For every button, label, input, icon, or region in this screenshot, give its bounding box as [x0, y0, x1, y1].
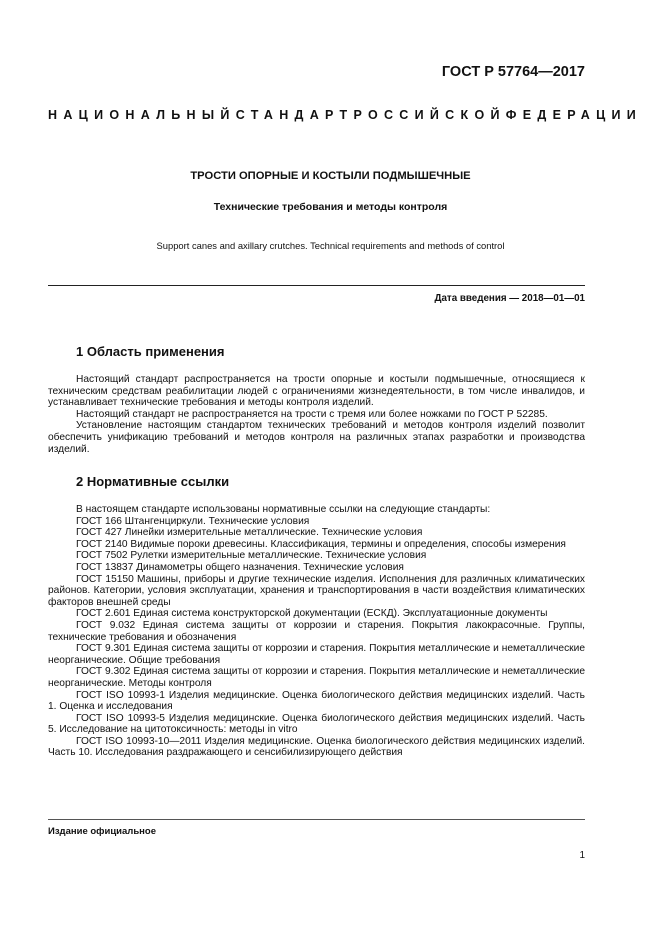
section-1-heading: 1 Область применения [76, 344, 225, 359]
reference-item: ГОСТ 15150 Машины, приборы и другие технические изделия. Исполнения для различных климатических районов. Категории, условия эксплуатации, хранения и транспортирования в части воздействия климатических факторов внешней среды [48, 573, 585, 608]
reference-item: ГОСТ 9.301 Единая система защиты от коррозии и старения. Покрытия металлические и неметаллические неорганические. Общие требования [48, 643, 585, 666]
footer-rule [48, 819, 585, 820]
header-rule [48, 285, 585, 286]
reference-item: ГОСТ ISO 10993-10—2011 Изделия медицинские. Оценка биологического действия медицинских изделий. Часть 10. Исследования раздражающего и сенсибилизирующего действия [48, 735, 585, 759]
section-1-body [48, 374, 585, 455]
section-2-body [48, 504, 585, 759]
banner-word: РОССИЙСКОЙ [353, 108, 506, 122]
reference-item: ГОСТ 2140 Видимые пороки древесины. Классификация, термины и определения, способы измерения [76, 538, 566, 550]
reference-item: ГОСТ 9.032 Единая система защиты от коррозии и старения. Покрытия лакокрасочные. Группы, технические требования и обозначения [48, 619, 585, 643]
paragraph: В настоящем стандарте использованы нормативные ссылки на следующие стандарты: [76, 504, 491, 515]
banner-word: НАЦИОНАЛЬНЫЙ [48, 108, 236, 122]
national-standard-banner [48, 108, 643, 122]
document-title: ТРОСТИ ОПОРНЫЕ И КОСТЫЛИ ПОДМЫШЕЧНЫЕ [190, 170, 471, 182]
paragraph: Настоящий стандарт распространяется на трости опорные и костыли подмышечные, относящиеся к техническим средствам реабилитации людей с ограничениями жизнедеятельности, в том числе инвалидов, и устанавливает технические требования и методы контроля изделий. [48, 374, 585, 409]
date-introduced: Дата введения — 2018—01—01 [434, 293, 585, 304]
reference-item: ГОСТ ISO 10993-1 Изделия медицинские. Оценка биологического действия медицинских изделий. Часть 1. Оценка и исследования [48, 689, 585, 713]
english-title: Support canes and axillary crutches. Technical requirements and methods of control [156, 240, 505, 251]
reference-item: ГОСТ 166 Штангенциркули. Технические условия [76, 515, 310, 527]
reference-item: ГОСТ 2.601 Единая система конструкторской документации (ЕСКД). Эксплуатационные документы [76, 608, 548, 620]
document-subtitle: Технические требования и методы контроля [213, 201, 448, 213]
reference-item: ГОСТ 7502 Рулетки измерительные металлические. Технические условия [76, 550, 427, 562]
reference-item: ГОСТ 9.302 Единая система защиты от коррозии и старения. Покрытия металлические и неметаллические неорганические. Методы контроля [48, 666, 585, 689]
document-id: ГОСТ Р 57764—2017 [441, 64, 585, 80]
reference-item: ГОСТ 427 Линейки измерительные металлические. Технические условия [76, 527, 423, 539]
reference-item: ГОСТ ISO 10993-5 Изделия медицинские. Оценка биологического действия медицинских изделий. Часть 5. Исследование на цитотоксичность: методы in vitro [48, 712, 585, 736]
paragraph: Настоящий стандарт не распространяется на трости с тремя или более ножками по ГОСТ Р 52285. [76, 408, 548, 420]
page-number: 1 [579, 850, 585, 861]
paragraph: Установление настоящим стандартом технических требований и методов контроля изделий позволит обеспечить унификацию требований и методов контроля на различных этапах разработки и производства изделий. [48, 420, 585, 455]
banner-word: ФЕДЕРАЦИИ [505, 108, 643, 122]
banner-word: СТАНДАРТ [235, 108, 354, 122]
section-2-heading: 2 Нормативные ссылки [76, 474, 230, 489]
publication-note: Издание официальное [48, 826, 156, 837]
reference-item: ГОСТ 13837 Динамометры общего назначения. Технические условия [76, 561, 404, 573]
